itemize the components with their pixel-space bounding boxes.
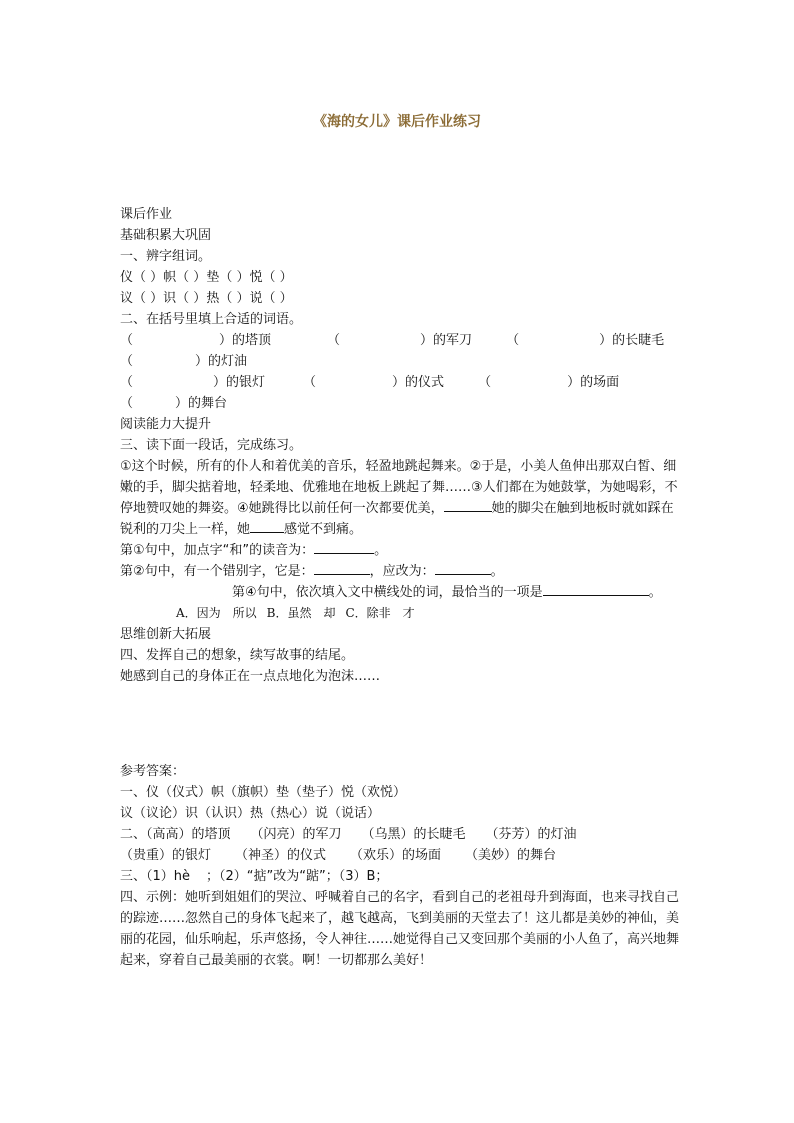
fill-item-5: ）的银灯	[213, 375, 266, 390]
passage-part-3: 感觉不到痛。	[284, 522, 363, 537]
answer-options	[120, 603, 680, 624]
sub-question-3-text: 第④句中，依次填入文中横线处的词，最恰当的一项是	[232, 585, 543, 600]
answer-3-part-1: 三、（1）hè	[120, 869, 191, 884]
char-悦: 悦	[249, 270, 263, 285]
blank-parens: （ ）	[262, 291, 293, 306]
question-1-row-2	[120, 288, 680, 309]
sub-question-1-blank	[314, 540, 374, 554]
blank-parens: （ ）	[219, 291, 250, 306]
fill-item-3: ）的长睫毛	[599, 333, 665, 348]
answer-4: 四、示例：她听到姐姐们的哭泣、呼喊着自己的名字，看到自己的老祖母升到海面，也来寻找自己的踪迹……忽然自己的身体飞起来了，越飞越高，飞到美丽的天堂去了！这儿都是美妙的神仙，美丽的花园，仙乐响起，乐声悠扬，令人神往……她觉得自己又变回那个美丽的小人鱼了，高兴地舞起来，穿着自己最美丽的衣裳。啊！一切都那么美好！	[120, 890, 680, 968]
char-仪: 仪	[120, 270, 134, 285]
fill-item-2: ）的军刀	[420, 333, 473, 348]
sub-question-2-text: 第②句中，有一个错别字，它是：	[120, 564, 314, 579]
sub-question-1-text: 第①句中，加点字“和”的读音为：	[120, 543, 315, 558]
section-heading-reading: 阅读能力大提升	[120, 417, 212, 432]
char-垫: 垫	[206, 270, 220, 285]
sub-question-1	[120, 540, 680, 561]
section-heading-basic: 基础积累大巩固	[120, 228, 212, 243]
char-说: 说	[249, 291, 263, 306]
char-热: 热	[206, 291, 220, 306]
answer-2-item: （美妙）的舞台	[465, 848, 557, 863]
sub-question-3	[120, 582, 680, 603]
sub-question-1-end: 。	[374, 543, 388, 558]
blank-parens: （ ）	[262, 270, 293, 285]
document-body	[120, 204, 680, 971]
fill-item-8: ）的舞台	[175, 396, 228, 411]
question-1-row-1	[120, 267, 680, 288]
answer-3-part-2: ；（2）“掂”改为“踮”；（3）B；	[206, 869, 389, 884]
open-paren: （	[120, 333, 134, 348]
question-4-prompt: 她感到自己的身体正在一点点地化为泡沫……	[120, 669, 381, 684]
blank-parens: （ ）	[133, 270, 164, 285]
answer-2-item: （芬芳）的灯油	[485, 827, 577, 842]
answer-2-item: （闪亮）的军刀	[250, 827, 342, 842]
answer-2-line-1	[120, 824, 680, 845]
sub-question-2-blank-2	[435, 561, 491, 575]
blank-parens: （ ）	[133, 291, 164, 306]
answers-heading: 参考答案：	[120, 764, 186, 779]
char-识: 识	[163, 291, 177, 306]
answer-2-item: 二、（高高）的塔顶	[120, 827, 231, 842]
reading-passage	[120, 456, 680, 540]
sub-question-3-blank	[543, 582, 649, 596]
passage-blank-1	[444, 498, 492, 512]
answer-1-line-2: 议（议论）识（认识）热（热心）说（说话）	[120, 806, 381, 821]
blank-parens: （ ）	[176, 291, 207, 306]
section-heading-creative: 思维创新大拓展	[120, 627, 212, 642]
question-2-row-2	[120, 351, 680, 372]
page-title: 《海的女儿》课后作业练习	[313, 114, 481, 130]
answer-3	[120, 866, 680, 887]
fill-item-1: ）的塔顶	[219, 333, 272, 348]
answer-2-item: （乌黑）的长睫毛	[361, 827, 466, 842]
open-paren: （	[303, 375, 317, 390]
question-2-title: 二、在括号里填上合适的词语。	[120, 312, 303, 327]
fill-item-4: ）的灯油	[195, 354, 248, 369]
question-3-title: 三、读下面一段话，完成练习。	[120, 438, 303, 453]
open-paren: （	[120, 396, 134, 411]
answer-2-line-2	[120, 845, 680, 866]
blank-parens: （ ）	[219, 270, 250, 285]
sub-question-2	[120, 561, 680, 582]
char-帜: 帜	[163, 270, 177, 285]
option-c: C．除非 才	[345, 606, 415, 620]
fill-item-7: ）的场面	[567, 375, 620, 390]
answer-2-item: （欢乐）的场面	[350, 848, 442, 863]
fill-item-6: ）的仪式	[392, 375, 445, 390]
open-paren: （	[478, 375, 492, 390]
open-paren: （	[327, 333, 341, 348]
section-heading-homework: 课后作业	[120, 207, 173, 222]
option-b: B．虽然 却	[266, 606, 336, 620]
open-paren: （	[120, 354, 134, 369]
open-paren: （	[506, 333, 520, 348]
question-1-title: 一、辨字组词。	[120, 249, 212, 264]
sub-question-3-end: 。	[648, 585, 662, 600]
passage-part-2: 她的脚尖在触到地板时就如踩在锐利的刀尖上一样，她	[120, 501, 674, 537]
passage-part-1: ①这个时候，所有的仆人和着优美的音乐，轻盈地跳起舞来。②于是，小美人鱼伸出那双白皙、细嫩的手，脚尖掂着地，轻柔地、优雅地在地板上跳起了舞……③人们都在为她鼓掌，为她喝彩，不停地赞叹她的舞姿。④她跳得比以前任何一次都要优美，	[120, 459, 678, 516]
question-4-title: 四、发挥自己的想象，续写故事的结尾。	[120, 648, 355, 663]
sub-question-2-end: 。	[490, 564, 504, 579]
question-2-row-1	[120, 330, 680, 351]
sub-question-2-blank-1	[314, 561, 370, 575]
answer-1-line-1: 一、仪（仪式）帜（旗帜）垫（垫子）悦（欢悦）	[120, 785, 407, 800]
sub-question-2-mid: ，应改为：	[369, 564, 435, 579]
answer-2-item: （贵重）的银灯	[120, 848, 212, 863]
question-2-row-4	[120, 393, 680, 414]
blank-parens: （ ）	[176, 270, 207, 285]
open-paren: （	[120, 375, 134, 390]
question-2-row-3	[120, 372, 680, 393]
char-议: 议	[120, 291, 134, 306]
answer-2-item: （神圣）的仪式	[235, 848, 327, 863]
passage-blank-2	[250, 519, 284, 533]
option-a: A．因为 所以	[176, 606, 257, 620]
